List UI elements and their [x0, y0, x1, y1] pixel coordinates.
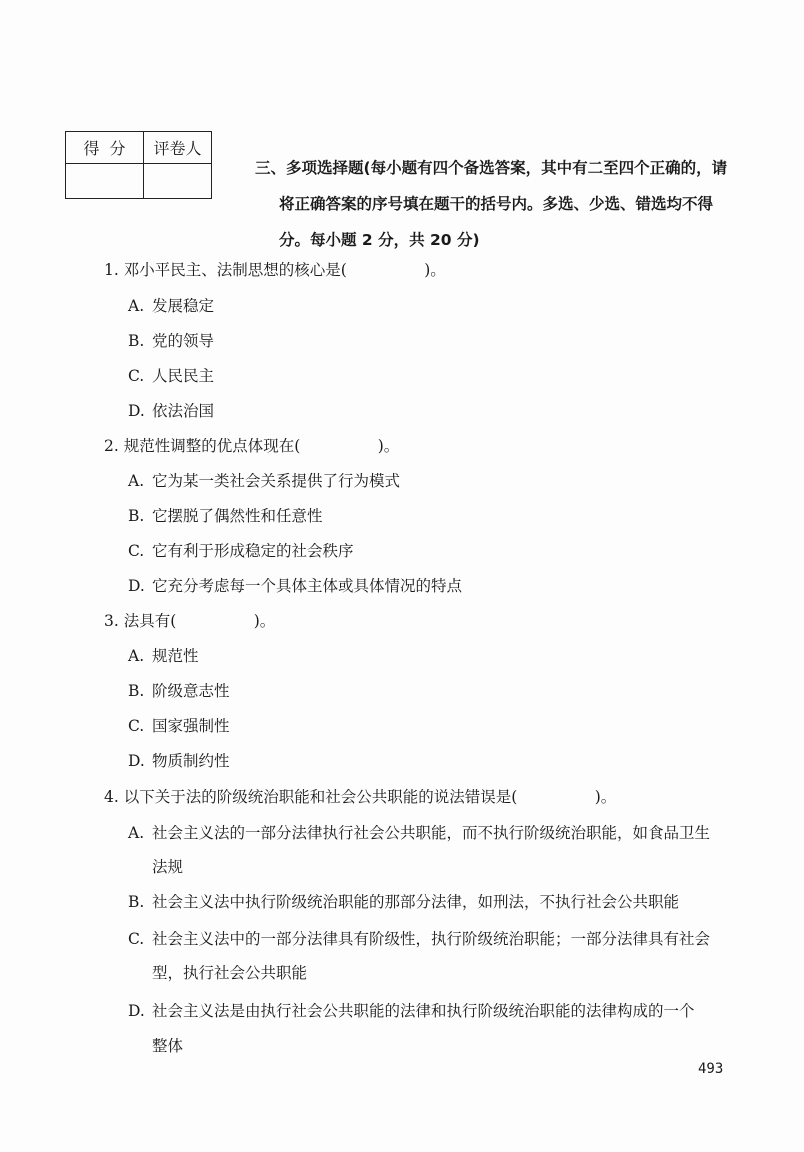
question-3-title: 3. 法具有( )。	[104, 612, 276, 630]
question-2-title: 2. 规范性调整的优点体现在( )。	[104, 437, 400, 455]
section-heading-line-3: 分。每小题 2 分，共 20 分)	[279, 231, 480, 249]
grader-cell[interactable]	[144, 164, 212, 199]
question-4-option-d[interactable]: D. 社会主义法是由执行社会公共职能的法律和执行阶级统治职能的法律构成的一个	[128, 1002, 695, 1020]
question-1-option-d[interactable]: D. 依法治国	[128, 402, 215, 420]
question-4-option-a[interactable]: A. 社会主义法的一部分法律执行社会公共职能，而不执行阶级统治职能，如食品卫生	[128, 824, 711, 842]
page-number: 493	[698, 1061, 724, 1077]
question-2-option-b[interactable]: B. 它摆脱了偶然性和任意性	[128, 507, 323, 525]
score-cell[interactable]	[66, 164, 144, 199]
question-2-option-a[interactable]: A. 它为某一类社会关系提供了行为模式	[128, 472, 401, 490]
question-3-option-b[interactable]: B. 阶级意志性	[128, 682, 230, 700]
question-4-option-d-continuation: 整体	[152, 1037, 184, 1055]
section-heading-line-2: 将正确答案的序号填在题干的括号内。多选、少选、错选均不得	[279, 195, 714, 213]
question-3-option-d[interactable]: D. 物质制约性	[128, 752, 230, 770]
question-4-option-c[interactable]: C. 社会主义法中的一部分法律具有阶级性，执行阶级统治职能；一部分法律具有社会	[128, 930, 711, 948]
question-4-title: 4. 以下关于法的阶级统治职能和社会公共职能的说法错误是( )。	[104, 788, 617, 806]
score-header: 得分	[66, 132, 144, 164]
question-1-option-b[interactable]: B. 党的领导	[128, 332, 215, 350]
grader-header: 评卷人	[144, 132, 212, 164]
question-4-option-c-continuation: 型，执行社会公共职能	[152, 964, 308, 982]
question-3-option-a[interactable]: A. 规范性	[128, 647, 199, 665]
section-heading	[255, 150, 745, 258]
section-heading-line-1: 三、多项选择题(每小题有四个备选答案，其中有二至四个正确的，请	[255, 159, 728, 177]
question-1-option-a[interactable]: A. 发展稳定	[128, 297, 215, 315]
question-2-option-d[interactable]: D. 它充分考虑每一个具体主体或具体情况的特点	[128, 577, 463, 595]
question-4-option-b[interactable]: B. 社会主义法中执行阶级统治职能的那部分法律，如刑法，不执行社会公共职能	[128, 893, 680, 911]
question-1-option-c[interactable]: C. 人民民主	[128, 367, 215, 385]
question-4-option-a-continuation: 法规	[152, 858, 184, 876]
question-2-option-c[interactable]: C. 它有利于形成稳定的社会秩序	[128, 542, 354, 560]
question-1-title: 1. 邓小平民主、法制思想的核心是( )。	[104, 261, 446, 279]
score-table	[65, 131, 212, 199]
question-3-option-c[interactable]: C. 国家强制性	[128, 717, 230, 735]
